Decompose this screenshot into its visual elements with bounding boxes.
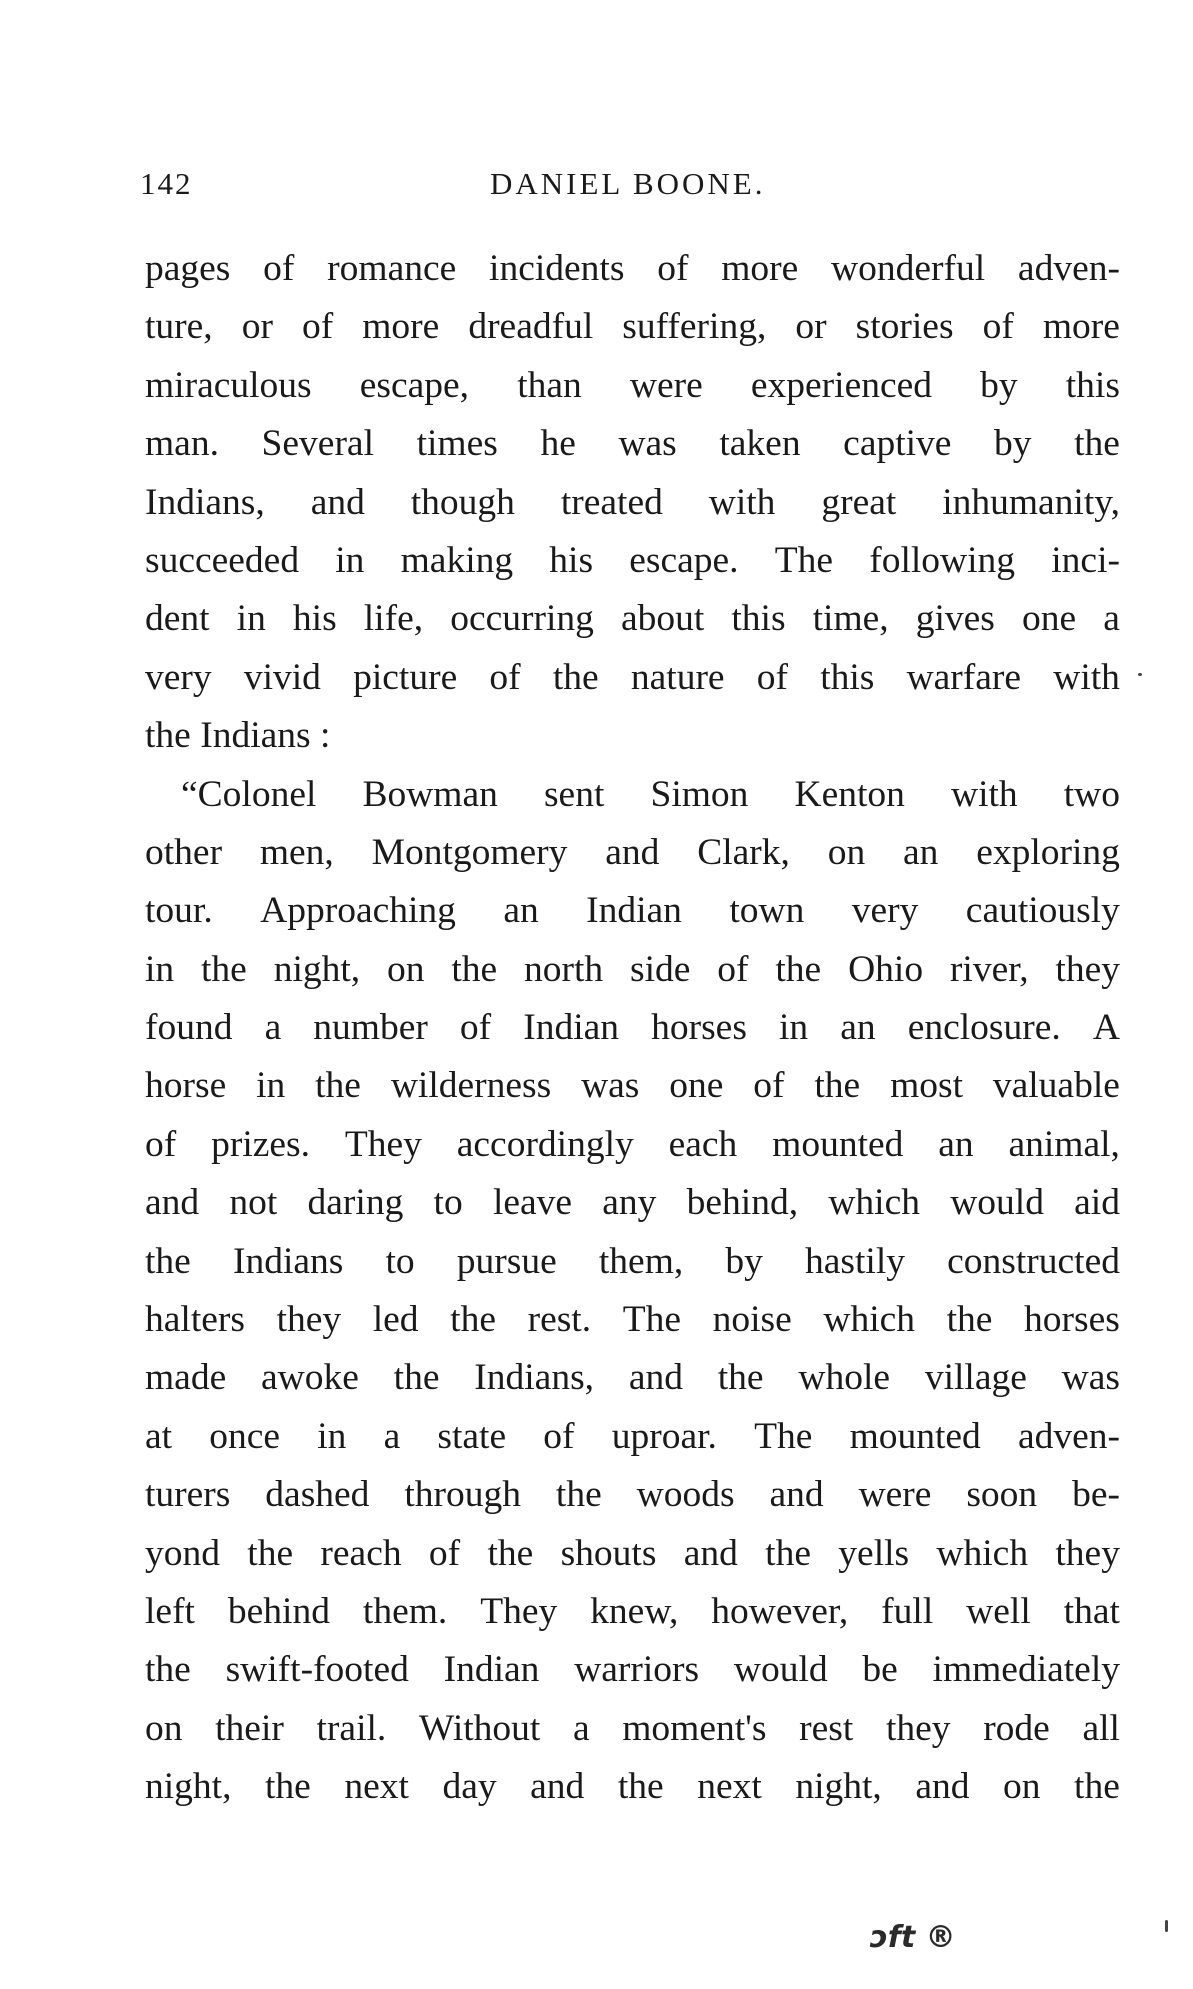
page-header bbox=[140, 166, 800, 206]
text-line: night, the next day and the next night, and on the bbox=[145, 1766, 1120, 1808]
text-line: ture, or of more dreadful suffering, or stories of more bbox=[145, 306, 1120, 348]
text-line: miraculous escape, than were experienced by this bbox=[145, 364, 1120, 406]
body-text bbox=[145, 240, 1120, 1817]
text-line: man. Several times he was taken captive by the bbox=[145, 423, 1120, 465]
paragraph-1 bbox=[145, 240, 1120, 766]
text-line: yond the reach of the shouts and the yells which they bbox=[145, 1532, 1120, 1574]
text-line: of prizes. They accordingly each mounted an animal, bbox=[145, 1123, 1120, 1165]
text-line: dent in his life, occurring about this time, gives one a bbox=[145, 598, 1120, 640]
text-line: horse in the wilderness was one of the most valuable bbox=[145, 1065, 1120, 1107]
text-line: the Indians to pursue them, by hastily constructed bbox=[145, 1240, 1120, 1282]
running-title: DANIEL BOONE. bbox=[490, 166, 766, 201]
text-line: very vivid picture of the nature of this warfare with bbox=[145, 656, 1120, 698]
text-line: Indians, and though treated with great inhumanity, bbox=[145, 481, 1120, 523]
text-line: pages of romance incidents of more wonderful adven- bbox=[145, 248, 1120, 289]
text-line: turers dashed through the woods and were soon be- bbox=[145, 1474, 1120, 1516]
text-line: left behind them. They knew, however, full well that bbox=[145, 1590, 1120, 1632]
text-line: made awoke the Indians, and the whole village was bbox=[145, 1357, 1120, 1399]
text-line: halters they led the rest. The noise which the horses bbox=[145, 1299, 1120, 1341]
text-line: the swift-footed Indian warriors would be immediately bbox=[145, 1649, 1120, 1691]
watermark-mark: ɔft ® bbox=[870, 1920, 956, 1955]
text-line: at once in a state of uproar. The mounted adven- bbox=[145, 1415, 1120, 1457]
text-line: succeeded in making his escape. The following inci- bbox=[145, 539, 1120, 581]
text-line: in the night, on the north side of the Ohio river, they bbox=[145, 948, 1120, 990]
text-line: tour. Approaching an Indian town very cautiously bbox=[145, 890, 1120, 932]
text-line: on their trail. Without a moment's rest they rode all bbox=[145, 1707, 1120, 1749]
text-line: other men, Montgomery and Clark, on an exploring bbox=[145, 831, 1120, 873]
text-line: and not daring to leave any behind, which would aid bbox=[145, 1182, 1120, 1224]
print-speck bbox=[1165, 1920, 1168, 1932]
paragraph-2 bbox=[145, 766, 1120, 1817]
text-line: found a number of Indian horses in an enclosure. A bbox=[145, 1007, 1120, 1049]
page-number: 142 bbox=[140, 166, 193, 201]
print-speck bbox=[1138, 673, 1142, 676]
text-line: the Indians : bbox=[145, 715, 331, 757]
text-line: “Colonel Bowman sent Simon Kenton with two bbox=[181, 773, 1120, 815]
